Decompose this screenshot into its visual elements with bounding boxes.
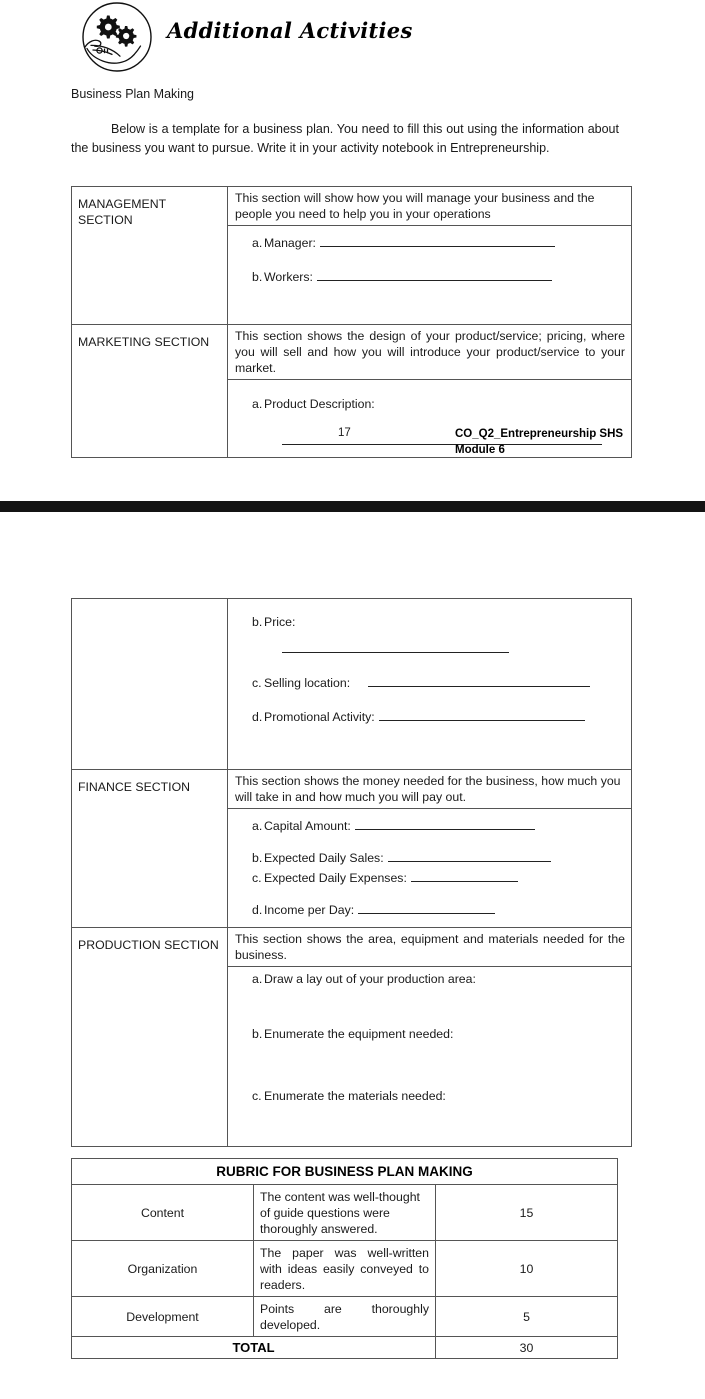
rubric-criterion: Organization [72, 1241, 254, 1297]
rubric-total-points: 30 [436, 1337, 618, 1359]
list-item [234, 1089, 625, 1103]
rubric-points: 5 [436, 1297, 618, 1337]
rubric-description: The paper was well-written with ideas easily conveyed to readers. [254, 1241, 436, 1297]
rubric-criterion: Development [72, 1297, 254, 1337]
section-items [228, 599, 631, 769]
item-letter: a. [252, 236, 263, 250]
answer-blank[interactable] [388, 849, 551, 862]
item-text: Enumerate the materials needed: [264, 1089, 446, 1103]
section-description: This section shows the area, equipment and materials needed for the business. [228, 928, 631, 967]
section-body-management [228, 187, 632, 325]
item-letter: b. [252, 615, 263, 629]
list-item [234, 397, 625, 411]
page-footer [0, 424, 705, 470]
item-text: Promotional Activity: [264, 710, 375, 724]
business-plan-table-page1 [71, 186, 632, 458]
item-letter: b. [252, 1027, 263, 1041]
section-items [228, 226, 631, 324]
item-letter: c. [252, 676, 262, 690]
page-separator-bar [0, 501, 705, 512]
section-label-marketing: MARKETING SECTION [72, 325, 228, 458]
table-row-marketing-continued [72, 599, 632, 770]
module-line-2: Module 6 [455, 444, 505, 456]
item-text: Expected Daily Expenses: [264, 871, 407, 885]
list-item [234, 1027, 625, 1041]
module-identifier [455, 426, 623, 458]
item-text: Product Description: [264, 397, 375, 411]
section-description: This section shows the money needed for the business, how much you will take in and how much you will pay out. [228, 770, 631, 809]
business-plan-table-page2 [71, 598, 632, 1147]
section-label-management: MANAGEMENT SECTION [72, 187, 228, 325]
list-item [234, 901, 625, 917]
list-item [234, 849, 625, 865]
rubric-description: The content was well-thought of guide questions were thoroughly answered. [254, 1185, 436, 1241]
item-letter: d. [252, 710, 263, 724]
rubric-title: RUBRIC FOR BUSINESS PLAN MAKING [72, 1159, 618, 1185]
list-item [234, 268, 625, 284]
item-letter: b. [252, 851, 263, 865]
rubric-points: 10 [436, 1241, 618, 1297]
section-items [228, 809, 631, 927]
table-row-management [72, 187, 632, 325]
item-text: Enumerate the equipment needed: [264, 1027, 454, 1041]
section-body-production [228, 928, 632, 1147]
section-description: This section shows the design of your product/service; pricing, where you will sell and how you will introduce your product/service to your market. [228, 325, 631, 380]
item-letter: d. [252, 903, 263, 917]
activity-instructions: Below is a template for a business plan. You need to fill this out using the information about the business you want to pursue. Write it in your activity notebook in Entrepreneurship. [71, 122, 619, 155]
answer-blank[interactable] [411, 869, 518, 882]
activity-subheading: Business Plan Making [71, 87, 194, 101]
item-letter: a. [252, 972, 263, 986]
item-letter: a. [252, 397, 263, 411]
section-header [0, 0, 705, 78]
item-text: Manager: [264, 236, 316, 250]
item-text: Expected Daily Sales: [264, 851, 384, 865]
answer-blank[interactable] [379, 708, 585, 721]
table-row [72, 1297, 618, 1337]
item-letter: c. [252, 871, 262, 885]
rubric-description: Points are thoroughly developed. [254, 1297, 436, 1337]
section-label-finance: FINANCE SECTION [72, 770, 228, 928]
item-letter: b. [252, 270, 263, 284]
item-text: Selling location: [264, 676, 351, 690]
gears-in-hand-icon [71, 1, 163, 73]
item-letter: c. [252, 1089, 262, 1103]
section-body-finance [228, 770, 632, 928]
section-label-production: PRODUCTION SECTION [72, 928, 228, 1147]
rubric-total-row [72, 1337, 618, 1359]
section-label-continued [72, 599, 228, 770]
answer-blank[interactable] [368, 674, 590, 687]
list-item [234, 972, 625, 986]
table-row [72, 1241, 618, 1297]
list-item [234, 708, 625, 724]
rubric-header-row [72, 1159, 618, 1185]
section-items [228, 967, 631, 1146]
answer-blank[interactable] [282, 641, 509, 653]
table-row-production [72, 928, 632, 1147]
answer-blank[interactable] [355, 817, 535, 830]
answer-blank[interactable] [320, 234, 555, 247]
rubric-criterion: Content [72, 1185, 254, 1241]
section-body-marketing-continued [228, 599, 632, 770]
answer-blank[interactable] [317, 268, 552, 281]
module-line-1: CO_Q2_Entrepreneurship SHS [455, 428, 624, 440]
item-text: Workers: [264, 270, 313, 284]
table-row [72, 1185, 618, 1241]
item-text: Income per Day: [264, 903, 355, 917]
list-item [234, 674, 625, 690]
rubric-points: 15 [436, 1185, 618, 1241]
answer-blank[interactable] [358, 901, 495, 914]
table-row-finance [72, 770, 632, 928]
list-item [234, 234, 625, 250]
item-text: Draw a lay out of your production area: [264, 972, 476, 986]
item-text: Capital Amount: [264, 819, 351, 833]
list-item [234, 615, 625, 629]
list-item [234, 817, 625, 833]
item-letter: a. [252, 819, 263, 833]
page-title: Additional Activities [167, 18, 413, 43]
rubric-total-label: TOTAL [72, 1337, 436, 1359]
rubric-table [71, 1158, 618, 1359]
section-description: This section will show how you will manage your business and the people you need to help you in your operations [228, 187, 631, 226]
item-text: Price: [264, 615, 296, 629]
page-number: 17 [338, 427, 351, 439]
list-item [234, 869, 625, 885]
